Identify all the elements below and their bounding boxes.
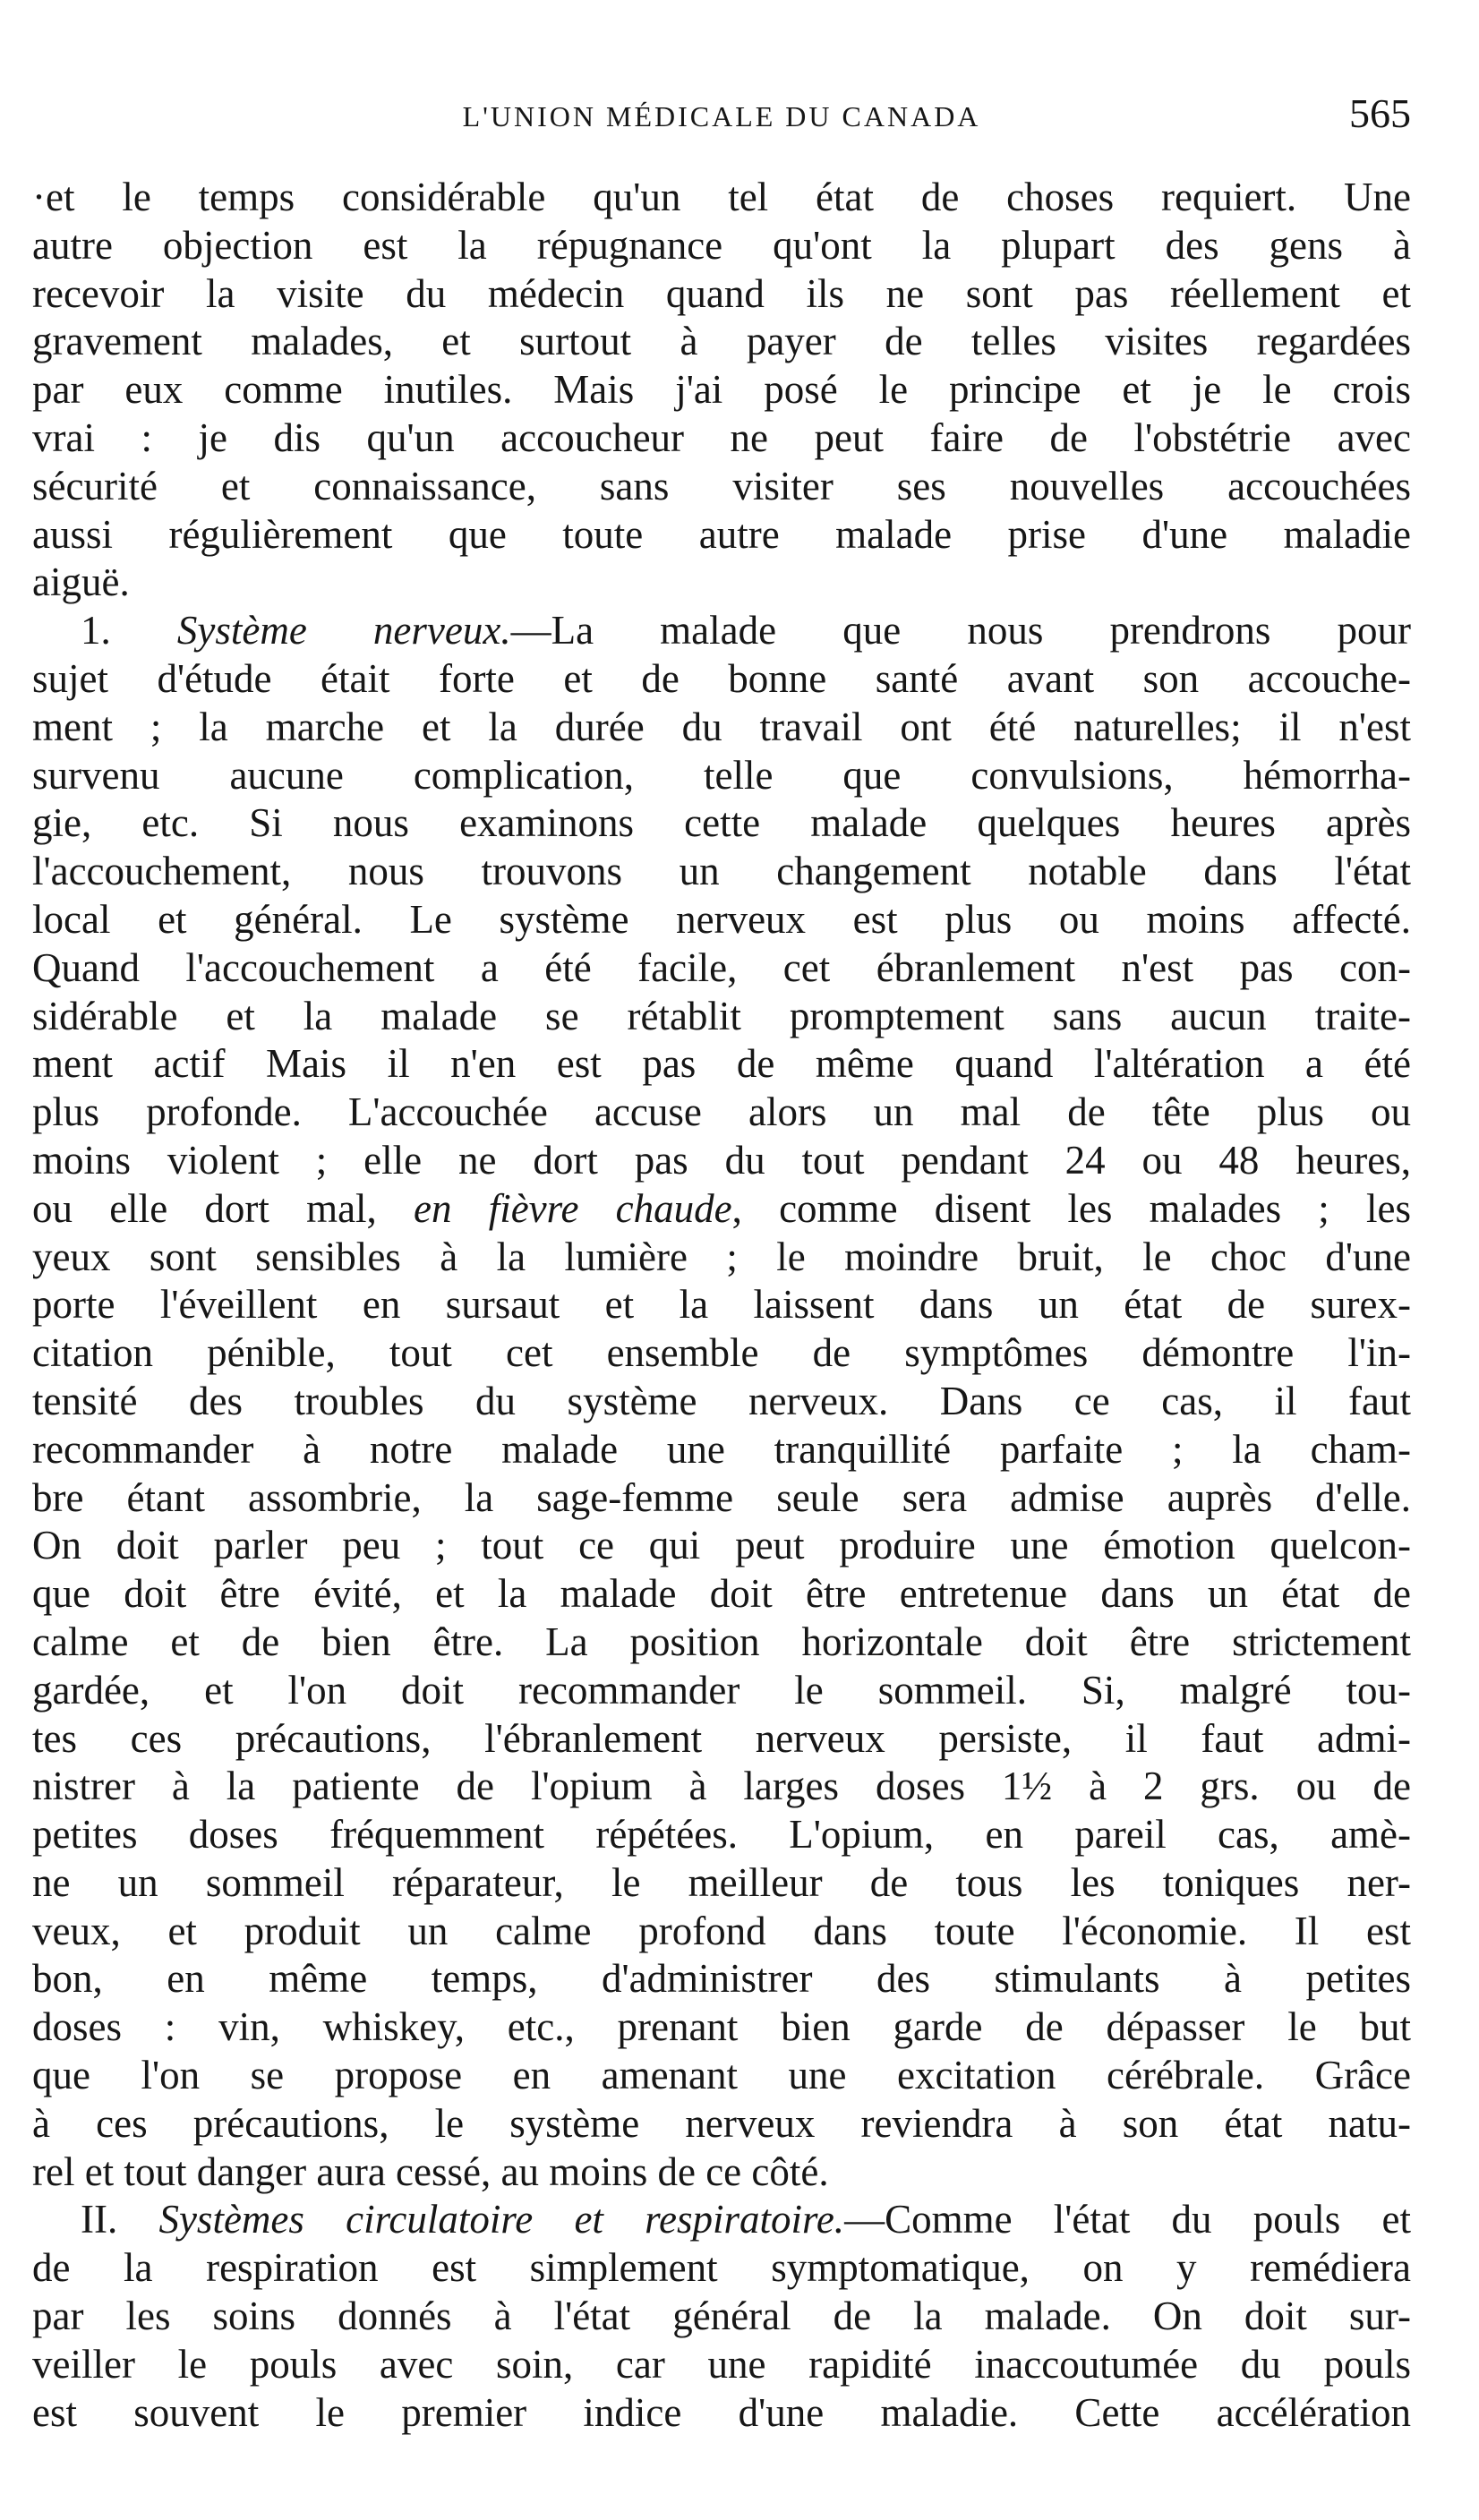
text-line: de la respiration est simplement symptomatique, on y remédiera: [32, 2245, 1411, 2291]
text-line: sécurité et connaissance, sans visiter ses nouvelles accouchées: [32, 463, 1411, 508]
text-line: rel et tout danger aura cessé, au moins de ce côté.: [32, 2148, 829, 2194]
text-line: moins violent ; elle ne dort pas du tout pendant 24 ou 48 heures,: [32, 1137, 1411, 1183]
journal-title: L'UNION MÉDICALE DU CANADA: [462, 100, 981, 132]
text-line: aussi régulièrement que toute autre malade prise d'une maladie: [32, 511, 1411, 557]
text-line: porte l'éveillent en sursaut et la laissent dans un état de surex-: [32, 1282, 1411, 1328]
text-line: Quand l'accouchement a été facile, cet ébranlement n'est pas con-: [32, 944, 1411, 990]
text-line: petites doses fréquemment répétées. L'opium, en pareil cas, amè-: [32, 1812, 1411, 1858]
text-line: recommander à notre malade une tranquillité parfaite ; la cham-: [32, 1426, 1411, 1472]
line-prefix: II.: [81, 2197, 159, 2242]
text-line: tensité des troubles du système nerveux. Dans ce cas, il faut: [32, 1378, 1411, 1423]
running-head: [32, 90, 1411, 143]
section-heading-line: [32, 607, 1411, 655]
italic-heading: Système nerveux.: [176, 608, 511, 653]
text-line: ment actif Mais il n'en est pas de même quand l'altération a été: [32, 1041, 1411, 1087]
text-line: sidérable et la malade se rétablit promptement sans aucun traite-: [32, 993, 1411, 1038]
italic-heading: Systèmes circulatoire et respiratoire.: [158, 2197, 845, 2242]
text-line: nistrer à la patiente de l'opium à larges doses 1½ à 2 grs. ou de: [32, 1764, 1411, 1809]
text-line: On doit parler peu ; tout ce qui peut produire une émotion quelcon-: [32, 1523, 1411, 1568]
text-line: ne un sommeil réparateur, le meilleur de tous les toniques ner-: [32, 1859, 1411, 1905]
text-line: gie, etc. Si nous examinons cette malade quelques heures après: [32, 800, 1411, 846]
line-suffix: —La malade que nous prendrons pour: [510, 608, 1411, 653]
text-line: survenu aucune complication, telle que convulsions, hémorrha-: [32, 752, 1411, 798]
text-line: doses : vin, whiskey, etc., prenant bien garde de dépasser le but: [32, 2004, 1411, 2050]
body-text: [32, 174, 1411, 2437]
text-line: veux, et produit un calme profond dans toute l'économie. Il est: [32, 1908, 1411, 1953]
text-line: bre étant assombrie, la sage-femme seule sera admise auprès d'elle.: [32, 1474, 1411, 1520]
text-line: sujet d'étude était forte et de bonne santé avant son accouche-: [32, 655, 1411, 701]
text-line: par eux comme inutiles. Mais j'ai posé le principe et je le crois: [32, 367, 1411, 413]
line-suffix: , comme disent les malades ; les: [731, 1185, 1411, 1231]
text-line: calme et de bien être. La position horizontale doit être strictement: [32, 1619, 1411, 1664]
text-line: par les soins donnés à l'état général de la malade. On doit sur-: [32, 2294, 1411, 2339]
text-line: local et général. Le système nerveux est plus ou moins affecté.: [32, 896, 1411, 942]
text-line: autre objection est la répugnance qu'ont la plupart des gens à: [32, 222, 1411, 268]
text-line: citation pénible, tout cet ensemble de symptômes démontre l'in-: [32, 1330, 1411, 1376]
text-line: yeux sont sensibles à la lumière ; le moindre bruit, le choc d'une: [32, 1234, 1411, 1279]
line-suffix: —Comme l'état du pouls et: [844, 2197, 1411, 2242]
italic-heading: en fièvre chaude: [414, 1185, 732, 1231]
section-heading-line: [32, 2196, 1411, 2244]
text-line: aiguë.: [32, 560, 130, 605]
text-line: l'accouchement, nous trouvons un changement notable dans l'état: [32, 849, 1411, 894]
text-line: vrai : je dis qu'un accoucheur ne peut faire de l'obstétrie avec: [32, 414, 1411, 460]
page-number: 565: [1349, 90, 1411, 136]
text-line: plus profonde. L'accouchée accuse alors un mal de tête plus ou: [32, 1089, 1411, 1135]
text-line: recevoir la visite du médecin quand ils ne sont pas réellement et: [32, 270, 1411, 316]
text-line: que l'on se propose en amenant une excitation cérébrale. Grâce: [32, 2053, 1411, 2098]
text-line: gardée, et l'on doit recommander le sommeil. Si, malgré tou-: [32, 1667, 1411, 1713]
text-line: ment ; la marche et la durée du travail ont été naturelles; il n'est: [32, 704, 1411, 749]
text-line: bon, en même temps, d'administrer des stimulants à petites: [32, 1956, 1411, 2002]
section-heading-line: [32, 1185, 1411, 1234]
line-prefix: ou elle dort mal,: [32, 1185, 415, 1231]
text-line: est souvent le premier indice d'une maladie. Cette accélération: [32, 2389, 1411, 2435]
text-line: ·et le temps considérable qu'un tel état de choses requiert. Une: [32, 175, 1411, 219]
line-prefix: 1.: [81, 608, 177, 653]
text-line: que doit être évité, et la malade doit être entretenue dans un état de: [32, 1571, 1411, 1617]
text-line: gravement malades, et surtout à payer de telles visites regardées: [32, 319, 1411, 364]
text-line: veiller le pouls avec soin, car une rapidité inaccoutumée du pouls: [32, 2341, 1411, 2387]
text-line: tes ces précautions, l'ébranlement nerveux persiste, il faut admi-: [32, 1715, 1411, 1761]
text-line: à ces précautions, le système nerveux reviendra à son état natu-: [32, 2100, 1411, 2146]
